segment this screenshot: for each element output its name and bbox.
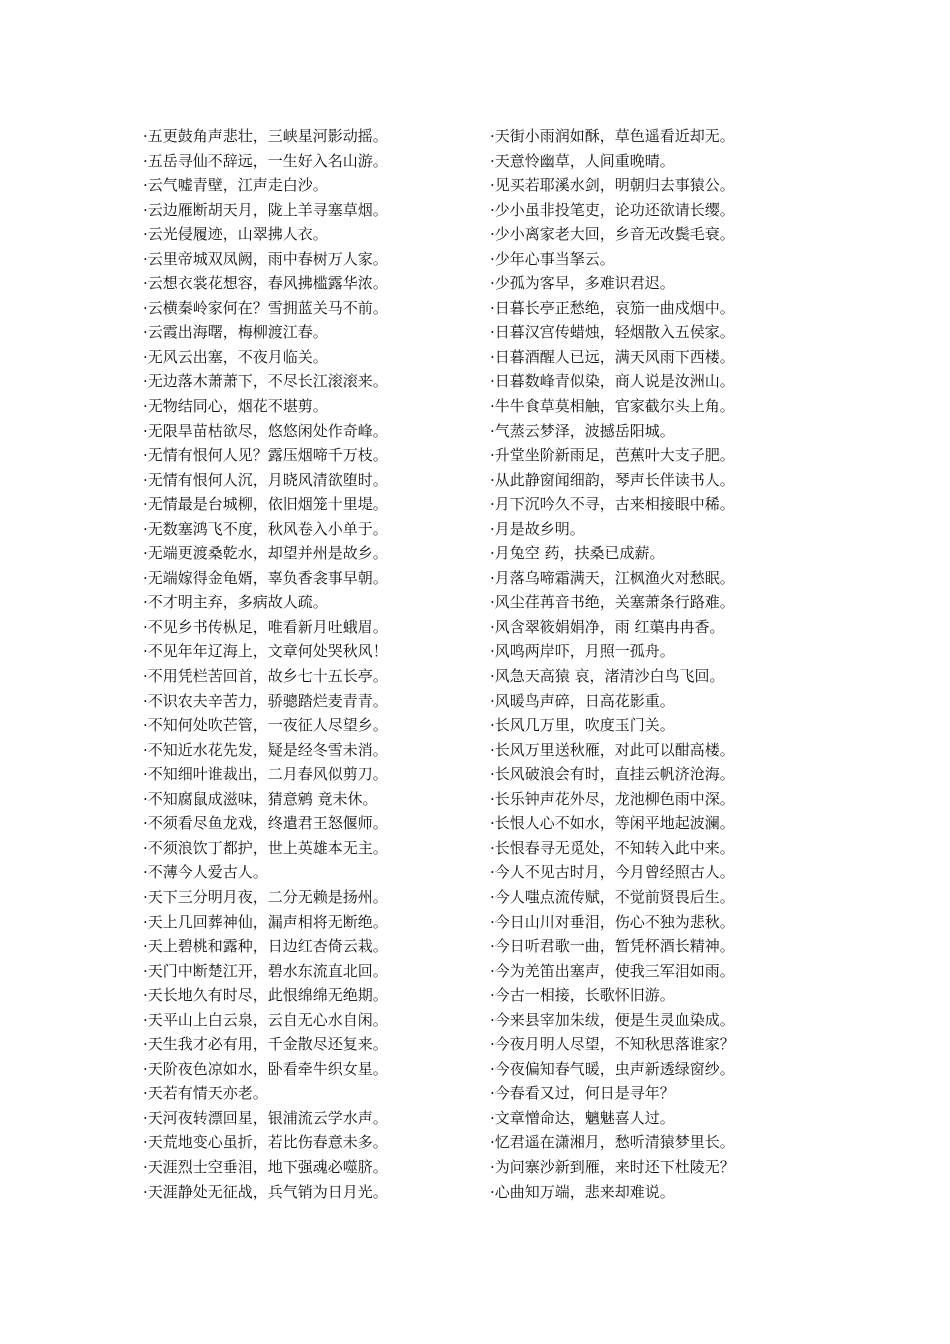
- verse-line: ·云霞出海曙，梅柳渡江春。: [143, 323, 328, 342]
- verse-line: ·日暮数峰青似染，商人说是汝洲山。: [490, 372, 735, 391]
- verse-line: ·云横秦岭家何在？雪拥蓝关马不前。: [143, 298, 388, 317]
- verse-line: ·文章憎命达，魑魅喜人过。: [490, 1108, 675, 1127]
- verse-line: ·少孤为客早，多难识君迟。: [490, 274, 675, 293]
- verse-line: ·天涯静处无征战，兵气销为日月光。: [143, 1182, 388, 1201]
- verse-line: ·今为羌笛出塞声，使我三军泪如雨。: [490, 961, 735, 980]
- verse-line: ·今人嗤点流传赋，不觉前贤畏后生。: [490, 887, 735, 906]
- verse-line: ·云气嘘青壁，江声走白沙。: [143, 176, 328, 195]
- verse-line: ·无物结同心，烟花不堪剪。: [143, 397, 328, 416]
- verse-line: ·无端嫁得金龟婿，辜负香衾事早朝。: [143, 568, 388, 587]
- verse-line: ·今夜月明人尽望，不知秋思落谁家？: [490, 1035, 735, 1054]
- verse-line: ·五岳寻仙不辞远，一生好入名山游。: [143, 151, 388, 170]
- verse-line: ·不见乡书传枞足，唯看新月吐蛾眉。: [143, 617, 388, 636]
- verse-line: ·五更鼓角声悲壮，三峡星河影动摇。: [143, 127, 388, 145]
- verse-line: ·牛牛食草莫相触，官家截尔头上角。: [490, 397, 735, 416]
- verse-line: ·无风云出塞，不夜月临关。: [143, 347, 328, 366]
- verse-line: ·风尘荏苒音书绝，关塞萧条行路难。: [490, 593, 735, 612]
- verse-line: ·长恨春寻无觅处，不知转入此中来。: [490, 838, 735, 857]
- verse-line: ·今人不见古时月，今月曾经照古人。: [490, 863, 735, 882]
- verse-line: ·天荒地变心虽折，若比伤春意未多。: [143, 1133, 388, 1152]
- verse-line: ·从此静窗闻细韵，琴声长伴读书人。: [490, 470, 735, 489]
- verse-line: ·月下沉吟久不寻，古来相接眼中稀。: [490, 495, 735, 514]
- verse-line: ·天平山上白云泉，云自无心水自闲。: [143, 1010, 388, 1029]
- verse-line: ·云光侵履迹，山翠拂人衣。: [143, 225, 328, 244]
- verse-line: ·月兔空 药，扶桑已成薪。: [490, 544, 665, 563]
- verse-line: ·无情有恨何人见？露压烟啼千万枝。: [143, 446, 388, 465]
- verse-line: ·长恨人心不如水，等闲平地起波澜。: [490, 814, 735, 833]
- verse-line: ·不薄今人爱古人。: [143, 863, 268, 882]
- verse-line: ·无限旱苗枯欲尽，悠悠闲处作奇峰。: [143, 421, 388, 440]
- verse-line: ·不知腐鼠成滋味，猜意鹓 竟未休。: [143, 789, 378, 808]
- verse-line: ·长风万里送秋雁，对此可以酣高楼。: [490, 740, 735, 759]
- verse-line: ·风暖鸟声碎，日高花影重。: [490, 691, 675, 710]
- verse-line: ·云里帝城双凤阙，雨中春树万人家。: [143, 249, 388, 268]
- verse-line: ·不知近水花先发，疑是经冬雪未消。: [143, 740, 388, 759]
- verse-line: ·无数塞鸿飞不度，秋风卷入小单于。: [143, 519, 388, 538]
- verse-line: ·月落乌啼霜满天，江枫渔火对愁眠。: [490, 568, 735, 587]
- left-verse-column: [143, 124, 478, 1204]
- verse-line: ·今夜偏知春气暖，虫声新透绿窗纱。: [490, 1059, 735, 1078]
- verse-line: ·风鸣两岸吓，月照一孤舟。: [490, 642, 675, 661]
- verse-line: ·心曲知万端，悲来却难说。: [490, 1182, 675, 1201]
- verse-line: ·风急天高猿 哀，渚清沙白鸟飞回。: [490, 667, 725, 686]
- verse-line: ·少小离家老大回，乡音无改鬓毛衰。: [490, 225, 735, 244]
- verse-line: ·今古一相接，长歌怀旧游。: [490, 986, 675, 1005]
- verse-line: ·日暮汉宫传蜡烛，轻烟散入五侯家。: [490, 323, 735, 342]
- verse-line: ·风含翠筱娟娟净，雨 红蕖冉冉香。: [490, 617, 725, 636]
- verse-line: ·不见年年辽海上，文章何处哭秋风！: [143, 642, 388, 661]
- verse-line: ·今来县宰加朱绂，便是生灵血染成。: [490, 1010, 735, 1029]
- verse-line: ·天上碧桃和露种，日边红杏倚云栽。: [143, 937, 388, 956]
- verse-line: ·长风破浪会有时，直挂云帆济沧海。: [490, 765, 735, 784]
- verse-line: ·气蒸云梦泽，波撼岳阳城。: [490, 421, 675, 440]
- verse-line: ·无情有恨何人沉，月晓风清欲堕时。: [143, 470, 388, 489]
- verse-line: ·天长地久有时尽，此恨绵绵无绝期。: [143, 986, 388, 1005]
- verse-line: ·云边雁断胡天月，陇上羊寻塞草烟。: [143, 200, 388, 219]
- verse-line: ·少小虽非投笔吏，论功还欲请长缨。: [490, 200, 735, 219]
- verse-line: ·不用凭栏苦回首，故乡七十五长亭。: [143, 667, 388, 686]
- verse-line: ·不须看尽鱼龙戏，终遣君王怒偃师。: [143, 814, 388, 833]
- verse-line: ·不须浪饮丁都护，世上英雄本无主。: [143, 838, 388, 857]
- verse-line: ·天生我才必有用，千金散尽还复来。: [143, 1035, 388, 1054]
- verse-line: ·不知何处吹芒管，一夜征人尽望乡。: [143, 716, 388, 735]
- verse-line: ·长风几万里，吹度玉门关。: [490, 716, 675, 735]
- verse-line: ·天涯烈士空垂泪，地下强魂必噬脐。: [143, 1157, 388, 1176]
- verse-line: ·不知细叶谁裁出，二月春风似剪刀。: [143, 765, 388, 784]
- verse-line: ·天上几回葬神仙，漏声相将无断绝。: [143, 912, 388, 931]
- verse-line: ·升堂坐阶新雨足，芭蕉叶大支子肥。: [490, 446, 735, 465]
- verse-line: ·天阶夜色凉如水，卧看牵牛织女星。: [143, 1059, 388, 1078]
- verse-line: ·天街小雨润如酥，草色遥看近却无。: [490, 127, 735, 145]
- verse-line: ·今日山川对垂泪，伤心不独为悲秋。: [490, 912, 735, 931]
- verse-line: ·无端更渡桑乾水，却望并州是故乡。: [143, 544, 388, 563]
- verse-line: ·为问寨沙新到雁，来时还下杜陵无？: [490, 1157, 735, 1176]
- verse-line: ·长乐钟声花外尽，龙池柳色雨中深。: [490, 789, 735, 808]
- verse-line: ·无边落木萧萧下，不尽长江滚滚来。: [143, 372, 388, 391]
- verse-line: ·天门中断楚江开，碧水东流直北回。: [143, 961, 388, 980]
- verse-line: ·云想衣裳花想容，春风拂槛露华浓。: [143, 274, 388, 293]
- verse-line: ·天下三分明月夜，二分无赖是扬州。: [143, 887, 388, 906]
- verse-line: ·不识农夫辛苦力，骄骢踏烂麦青青。: [143, 691, 388, 710]
- verse-line: ·日暮长亭正愁绝，哀笳一曲戍烟中。: [490, 298, 735, 317]
- verse-line: ·见买若耶溪水剑，明朝归去事猿公。: [490, 176, 735, 195]
- verse-line: ·今春看又过，何日是寻年？: [490, 1084, 675, 1103]
- verse-line: ·日暮酒醒人已远，满天风雨下西楼。: [490, 347, 735, 366]
- verse-line: ·无情最是台城柳，依旧烟笼十里堤。: [143, 495, 388, 514]
- verse-line: ·月是故乡明。: [490, 519, 585, 538]
- verse-line: ·天河夜转漂回星，银浦流云学水声。: [143, 1108, 388, 1127]
- verse-line: ·少年心事当拏云。: [490, 249, 615, 268]
- verse-line: ·天意怜幽草，人间重晚晴。: [490, 151, 675, 170]
- verse-line: ·今日听君歌一曲，暂凭杯酒长精神。: [490, 937, 735, 956]
- verse-line: ·天若有情天亦老。: [143, 1084, 268, 1103]
- verse-line: ·忆君遥在潇湘月，愁听清猿梦里长。: [490, 1133, 735, 1152]
- right-verse-column: [490, 124, 780, 1204]
- verse-line: ·不才明主弃，多病故人疏。: [143, 593, 328, 612]
